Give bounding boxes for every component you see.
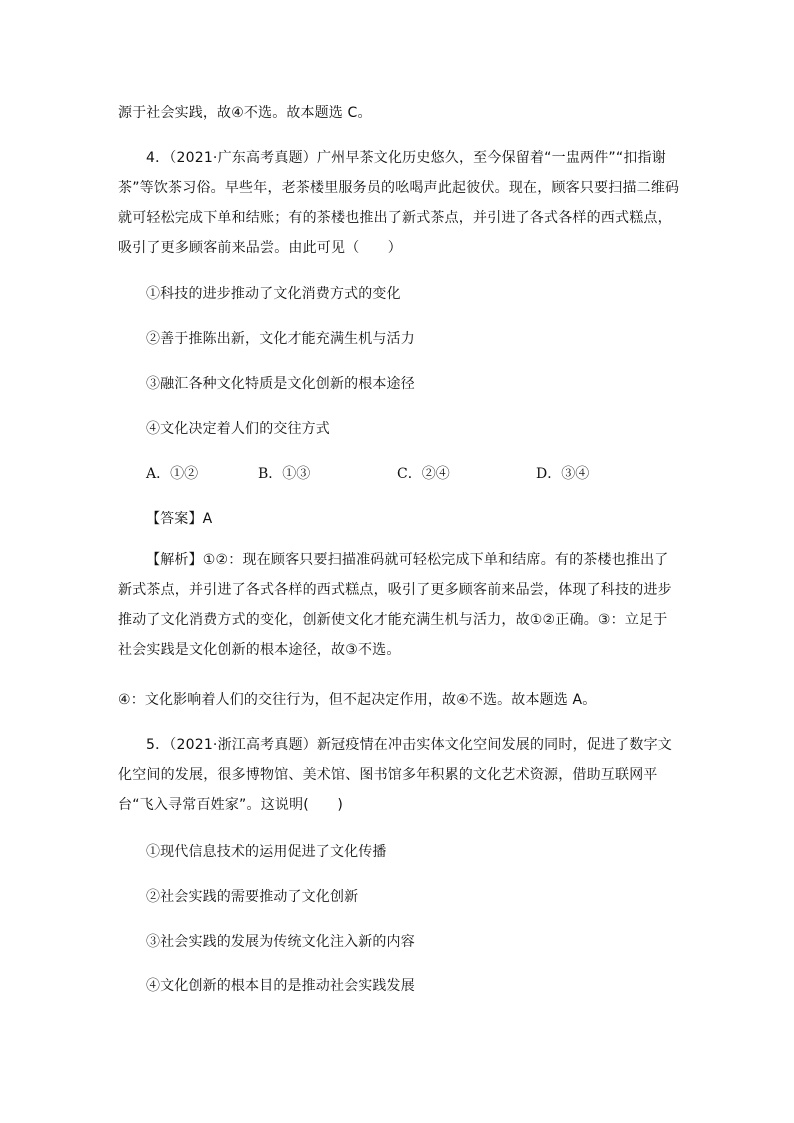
paragraph-continuation: 源于社会实践，故④不选。故本题选 C。 [118,105,372,121]
question-5-item-3: ③社会实践的发展为传统文化注入新的内容 [146,934,415,950]
question-5-stem: 5．（2021·浙江高考真题）新冠疫情在冲击实体文化空间发展的同时，促进了数字文化空间的发展，很多博物馆、美术馆、图书馆多年积累的文化艺术资源，借助互联网平台“飞入寻常百姓家”。这说明( ) [118,737,672,813]
question-4-answer: 【答案】A [146,511,213,527]
question-4-analysis: 【解析】①②：现在顾客只要扫描准码就可轻松完成下单和结席。有的茶楼也推出了新式茶点，并引进了各式各样的西式糕点，吸引了更多顾客前来品尝，体现了科技的进步推动了文化消费方式的变化，创新使文化才能充满生机与活力，故①②正确。③：立足于社会实践是文化创新的根本途径，故③不选。 [118,552,672,658]
question-4-item-1: ①科技的进步推动了文化消费方式的变化 [146,286,401,302]
question-4-item-4: ④文化决定着人们的交往方式 [146,421,330,437]
question-4-analysis-tail: ④：文化影响着人们的交往行为，但不起决定作用，故④不选。故本题选 A。 [118,692,597,708]
question-5-item-1: ①现代信息技术的运用促进了文化传播 [146,844,387,860]
question-4-stem: 4．（2021·广东高考真题）广州早茶文化历史悠久，至今保留着“一盅两件”“扣指谢茶”等饮茶习俗。早些年，老茶楼里服务员的吆喝声此起彼伏。现在，顾客只要扫描二维码就可轻松完成下单和结账；有的茶楼也推出了新式茶点，并引进了各式各样的西式糕点，吸引了更多顾客前来品尝。由此可见（ ） [118,150,680,256]
question-5-item-2: ②社会实践的需要推动了文化创新 [146,889,359,905]
question-4-item-2: ②善于推陈出新，文化才能充满生机与活力 [146,331,415,347]
question-5-item-4: ④文化创新的根本目的是推动社会实践发展 [146,978,415,994]
question-4-item-3: ③融汇各种文化特质是文化创新的根本途径 [146,376,415,392]
question-4-option-d: D．③④ [536,466,590,482]
question-4-option-b: B．①③ [258,466,311,482]
question-4-option-a: A．①② [146,466,199,482]
question-4-option-c: C．②④ [397,466,450,482]
